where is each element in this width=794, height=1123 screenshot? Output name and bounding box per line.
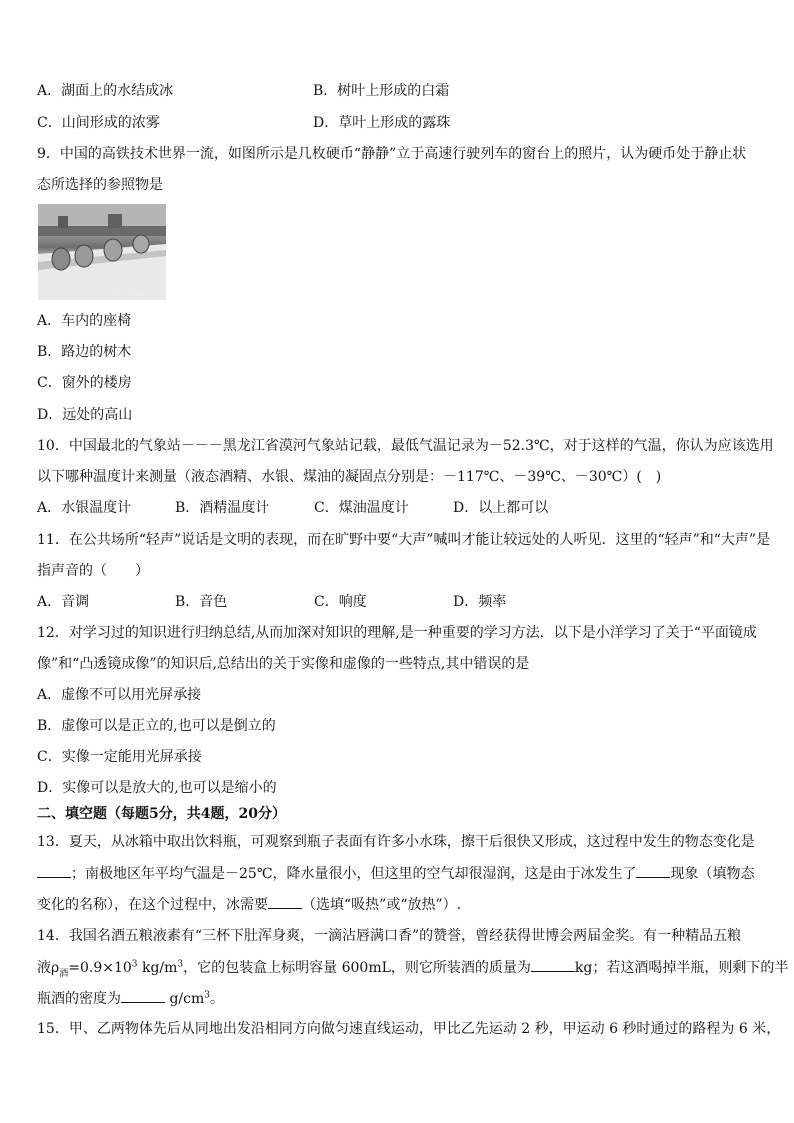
photo-illustration	[38, 204, 166, 300]
q11-option-b: B．音色	[175, 594, 228, 610]
q13-answer-blank-3[interactable]	[268, 894, 302, 909]
q14-answer-blank-mass[interactable]	[531, 957, 575, 972]
q11-stem-line2: 指声音的（ ）	[37, 563, 149, 579]
q14-stem-line1: 14．我国名酒五粮液素有“三杯下肚浑身爽，一滴沾唇满口香”的赞誉，曾经获得世博会两届金奖。有一种精品五粮	[37, 928, 742, 944]
q10-option-b: B．酒精温度计	[175, 500, 270, 516]
q14-rho-subscript: 酒	[59, 968, 69, 979]
q10-option-a: A．水银温度计	[37, 500, 132, 516]
q14-text-3b: g/cm	[165, 991, 205, 1007]
q10-option-d: D．以上都可以	[453, 500, 549, 516]
q10-stem-line2: 以下哪种温度计来测量（液态酒精、水银、煤油的凝固点分别是：－117℃、－39℃、－30℃）( )	[37, 469, 662, 485]
q13-text-2a: ；南极地区年平均气温是－25℃，降水量很小，但这里的空气却很湿润，这是由于冰发生了	[71, 866, 637, 882]
q14-answer-blank-density[interactable]	[121, 988, 165, 1003]
q12-option-a: A．虚像不可以用光屏承接	[37, 687, 202, 703]
photo-caption: 高铁车窗硬币实拍	[111, 291, 160, 298]
coins-on-train-windowsill-photo	[38, 204, 166, 300]
q14-text-3c: 。	[209, 991, 224, 1007]
q9-stem-line2: 态所选择的参照物是	[37, 177, 163, 193]
q11-option-d: D．频率	[453, 594, 507, 610]
q8-option-c: C．山间形成的浓雾	[37, 115, 160, 131]
q14-text-3a: 瓶酒的密度为	[37, 991, 121, 1007]
q14-unit: kg/m	[137, 960, 178, 976]
q11-stem-line1: 11．在公共场所“轻声”说话是文明的表现，而在旷野中要“大声”喊叫才能让较远处的人听见．这里的“轻声”和“大声”是	[37, 532, 771, 548]
q10-stem-line1: 10．中国最北的气象站－－－黑龙江省漠河气象站记载，最低气温记录为－52.3℃，对于这样的气温，你认为应该选用	[37, 438, 774, 454]
section-heading-fill-in: 二、填空题（每题5分，共4题，20分）	[37, 806, 286, 822]
q9-option-a: A．车内的座椅	[37, 313, 132, 329]
q12-option-c: C．实像一定能用光屏承接	[37, 749, 202, 765]
q8-option-d: D．草叶上形成的露珠	[313, 115, 451, 131]
q9-option-d: D．远处的高山	[37, 407, 133, 423]
q9-stem-line1: 9．中国的高铁技术世界一流，如图所示是几枚硬币“静静”立于高速行驶列车的窗台上的照片，认为硬币处于静止状	[37, 146, 747, 162]
q13-text-2b: 现象（填物态	[670, 866, 755, 882]
q10-option-c: C．煤油温度计	[314, 500, 409, 516]
q8-option-a: A．湖面上的水结成冰	[37, 83, 174, 99]
q14-rho: 液ρ	[37, 960, 60, 976]
q9-option-c: C．窗外的楼房	[37, 375, 132, 391]
q13-stem-line3	[37, 894, 461, 915]
q11-option-a: A．音调	[37, 594, 90, 610]
q13-answer-blank-1[interactable]	[37, 863, 71, 878]
q14-stem-line2	[37, 957, 788, 978]
q14-stem-line3	[37, 988, 224, 1009]
q12-stem-line1: 12．对学习过的知识进行归纳总结,从而加深对知识的理解,是一种重要的学习方法．以下是小洋学习了关于“平面镜成	[37, 625, 757, 641]
q14-unit-exponent: 3	[177, 959, 184, 970]
q13-stem-line2	[37, 863, 754, 884]
q14-text-2c: ，它的包装盒上标明容量 600mL，则它所装酒的质量为	[183, 960, 531, 976]
q11-option-c: C．响度	[314, 594, 367, 610]
q14-exponent: 3	[131, 959, 138, 970]
q13-text-3a: 变化的名称），在这个过程中，冰需要	[37, 897, 268, 913]
q10-options-row	[37, 498, 548, 518]
q11-options-row	[37, 592, 506, 612]
q14-unit3-exponent: 3	[204, 990, 210, 1001]
q15-stem-line1: 15．甲、乙两物体先后从同地出发沿相同方向做匀速直线运动，甲比乙先运动 2 秒，甲运动 6 秒时通过的路程为 6 米，	[37, 1021, 781, 1037]
q9-option-b: B．路边的树木	[37, 344, 132, 360]
q12-stem-line2: 像”和“凸透镜成像”的知识后,总结出的关于实像和虚像的一些特点,其中错误的是	[37, 656, 530, 672]
q13-stem-line1: 13．夏天，从冰箱中取出饮料瓶，可观察到瓶子表面有许多小水珠，擦干后很快又形成，这过程中发生的物态变化是	[37, 834, 755, 850]
q14-text-2d: kg；若这酒喝掉半瓶，则剩下的半	[574, 960, 789, 976]
q8-option-b: B．树叶上形成的白霜	[313, 83, 450, 99]
q12-option-b: B．虚像可以是正立的,也可以是倒立的	[37, 718, 276, 734]
q13-text-3b: （选填“吸热”或“放热”）.	[302, 897, 462, 913]
q12-option-d: D．实像可以是放大的,也可以是缩小的	[37, 780, 277, 796]
q14-density-value: =0.9×10	[68, 960, 132, 976]
q13-answer-blank-2[interactable]	[636, 863, 670, 878]
